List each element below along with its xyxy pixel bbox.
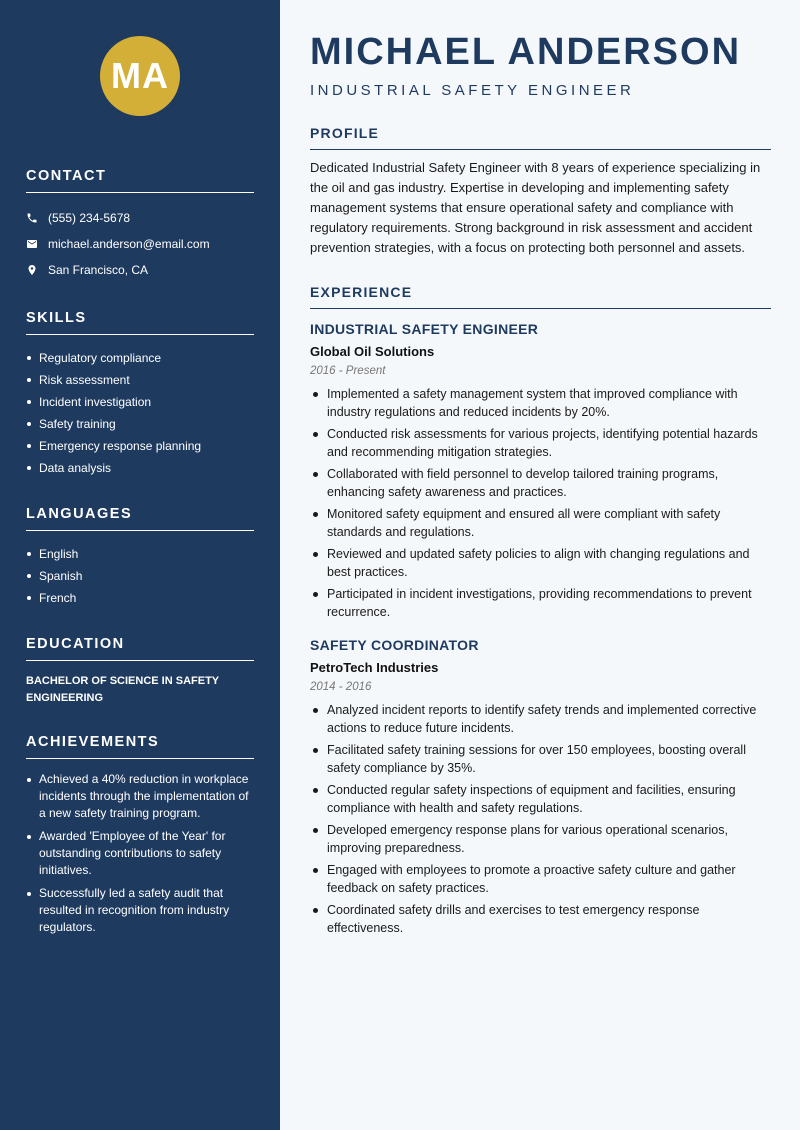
skills-heading: SKILLS	[26, 310, 254, 335]
duty-item: Facilitated safety training sessions for over 150 employees, boosting overall safety compliance by 35%.	[310, 741, 771, 777]
duty-item: Monitored safety equipment and ensured all were compliant with safety standards and regulations.	[310, 505, 771, 541]
languages-section	[26, 506, 254, 609]
skill-item: Incident investigation	[26, 391, 254, 413]
duty-item: Reviewed and updated safety policies to align with changing regulations and best practices.	[310, 545, 771, 581]
duty-item: Collaborated with field personnel to develop tailored training programs, enhancing safety awareness and practices.	[310, 465, 771, 501]
main-content	[280, 0, 800, 1130]
location-pin-icon	[26, 264, 48, 276]
job-role: INDUSTRIAL SAFETY ENGINEER	[310, 321, 539, 337]
education-degree: BACHELOR OF SCIENCE IN SAFETY ENGINEERING	[26, 675, 219, 704]
duty-item: Conducted regular safety inspections of equipment and facilities, ensuring compliance with health and safety regulations.	[310, 781, 771, 817]
duty-item: Conducted risk assessments for various projects, identifying potential hazards and recommending mitigation strategies.	[310, 425, 771, 461]
contact-location	[26, 257, 254, 283]
email-icon	[26, 238, 48, 250]
job-duties	[310, 385, 771, 621]
experience-heading: EXPERIENCE	[310, 284, 771, 309]
job-company: Global Oil Solutions	[310, 344, 435, 359]
job-entry	[310, 637, 771, 937]
duty-item: Participated in incident investigations, providing recommendations to prevent recurrence.	[310, 585, 771, 621]
achievements-section	[26, 734, 254, 936]
language-item: Spanish	[26, 565, 254, 587]
achievement-item: Awarded 'Employee of the Year' for outstanding contributions to safety initiatives.	[26, 828, 254, 879]
language-item: English	[26, 543, 254, 565]
profile-heading: PROFILE	[310, 125, 771, 150]
languages-heading: LANGUAGES	[26, 506, 254, 531]
achievements-heading: ACHIEVEMENTS	[26, 734, 254, 759]
job-dates: 2016 - Present	[310, 365, 386, 377]
language-item: French	[26, 587, 254, 609]
email-text: michael.anderson@email.com	[48, 237, 210, 251]
skill-item: Risk assessment	[26, 369, 254, 391]
achievement-item: Successfully led a safety audit that resulted in recognition from industry regulators.	[26, 885, 254, 936]
avatar	[100, 36, 180, 116]
location-text: San Francisco, CA	[48, 263, 149, 277]
candidate-title: INDUSTRIAL SAFETY ENGINEER	[310, 82, 635, 99]
skills-list	[26, 347, 254, 479]
contact-email	[26, 231, 254, 257]
education-heading: EDUCATION	[26, 636, 254, 661]
job-dates: 2014 - 2016	[310, 681, 372, 693]
avatar-initials: MA	[111, 55, 169, 96]
duty-item: Analyzed incident reports to identify safety trends and implemented corrective actions to reduce future incidents.	[310, 701, 771, 737]
skill-item: Safety training	[26, 413, 254, 435]
duty-item: Developed emergency response plans for various operational scenarios, improving preparedness.	[310, 821, 771, 857]
sidebar	[0, 0, 280, 1130]
achievement-item: Achieved a 40% reduction in workplace incidents through the implementation of a new safety training program.	[26, 771, 254, 822]
candidate-name: MICHAEL ANDERSON	[310, 31, 742, 73]
profile-text: Dedicated Industrial Safety Engineer with 8 years of experience specializing in the oil and gas industry. Expertise in developing and implementing safety management systems that ensure operational safety and compliance with regulatory requirements. Strong background in risk assessment and accident prevention strategies, with a focus on protecting both personnel and assets.	[310, 160, 761, 255]
job-entry	[310, 321, 771, 621]
job-role: SAFETY COORDINATOR	[310, 637, 479, 653]
experience-section	[310, 284, 771, 937]
duty-item: Engaged with employees to promote a proactive safety culture and gather feedback on safety practices.	[310, 861, 771, 897]
languages-list	[26, 543, 254, 609]
education-section	[26, 636, 254, 707]
skill-item: Emergency response planning	[26, 435, 254, 457]
contact-heading: CONTACT	[26, 168, 254, 193]
phone-text: (555) 234-5678	[48, 211, 131, 225]
skill-item: Regulatory compliance	[26, 347, 254, 369]
job-duties	[310, 701, 771, 937]
contact-phone	[26, 205, 254, 231]
duty-item: Implemented a safety management system that improved compliance with industry regulations and reduced incidents by 20%.	[310, 385, 771, 421]
contact-section	[26, 168, 254, 283]
duty-item: Coordinated safety drills and exercises to test emergency response effectiveness.	[310, 901, 771, 937]
job-company: PetroTech Industries	[310, 660, 439, 675]
skills-section	[26, 310, 254, 479]
achievements-list	[26, 771, 254, 936]
phone-icon	[26, 212, 48, 224]
profile-section	[310, 125, 771, 258]
skill-item: Data analysis	[26, 457, 254, 479]
